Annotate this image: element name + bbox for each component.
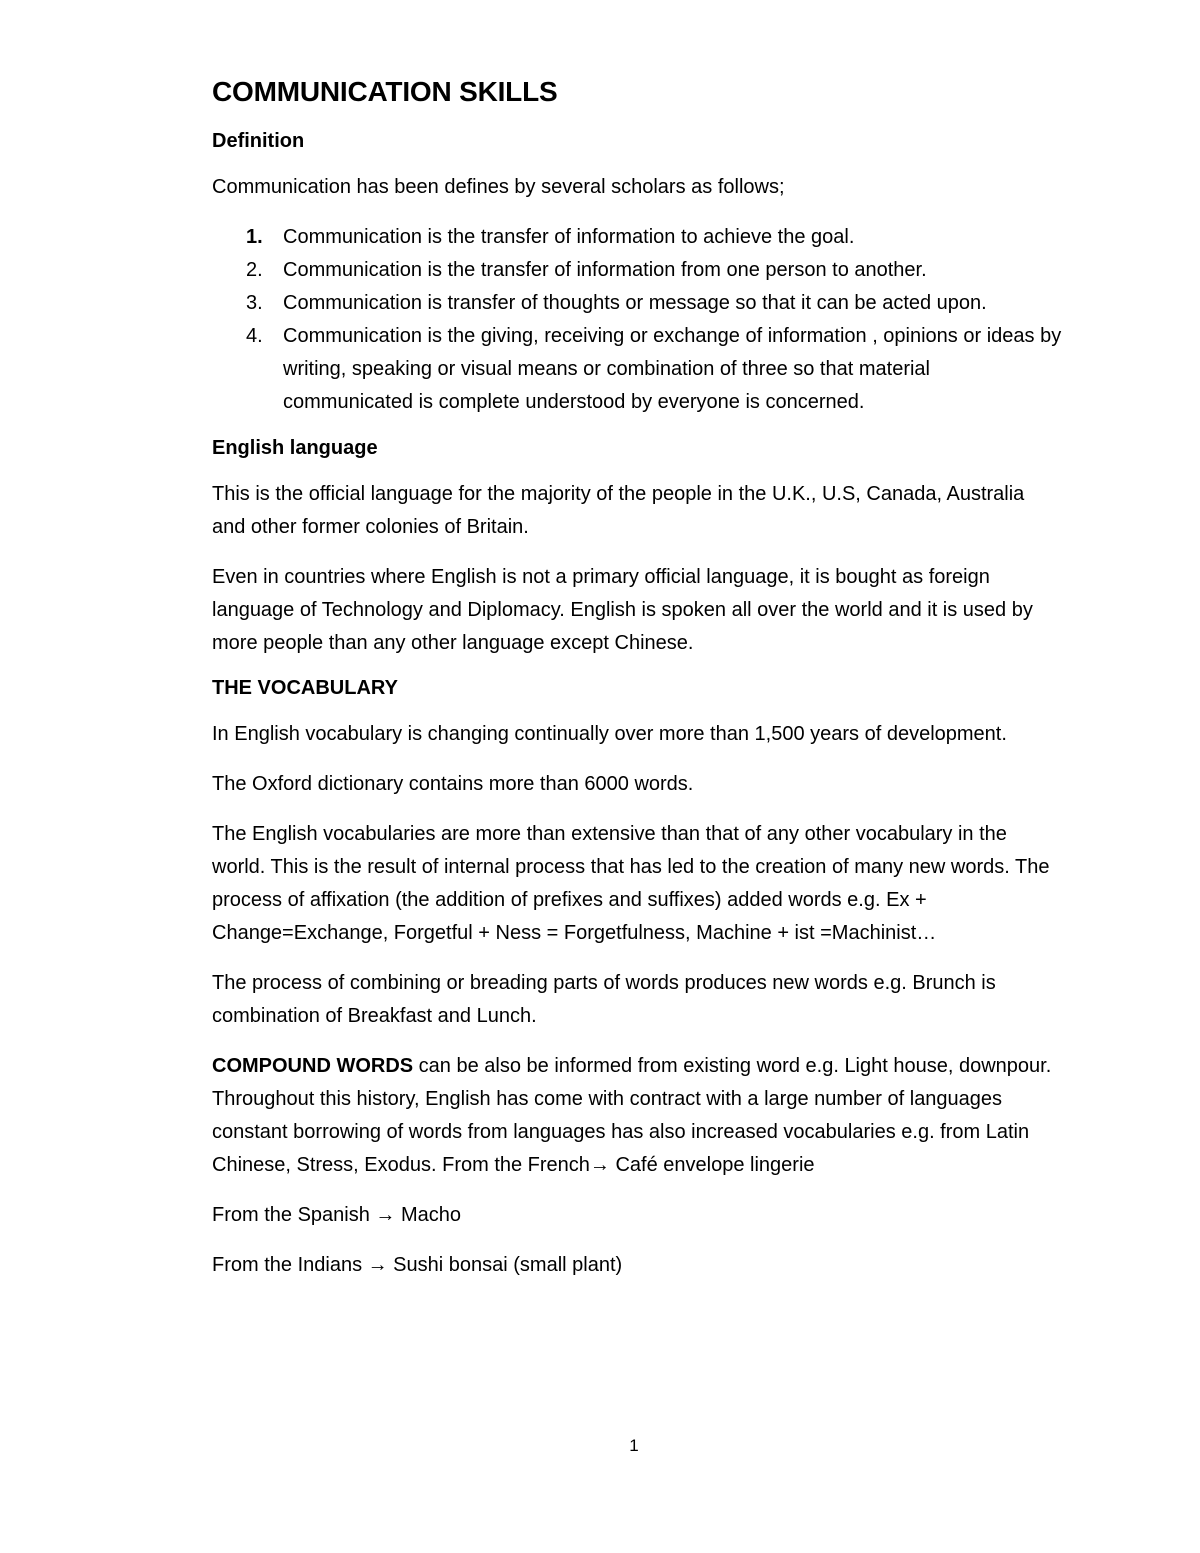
english-paragraph-1: This is the official language for the majority of the people in the U.K., U.S, Canada, Australia and other former colonies of Britain. xyxy=(212,483,1025,538)
compound-words-label: COMPOUND WORDS xyxy=(212,1055,414,1077)
list-item-number: 2. xyxy=(246,259,263,281)
list-item-text: Communication is transfer of thoughts or message so that it can be acted upon. xyxy=(283,292,987,314)
definition-list xyxy=(212,221,1062,419)
vocabulary-paragraph-2: The Oxford dictionary contains more than 6000 words. xyxy=(212,773,694,795)
definition-intro: Communication has been defines by several scholars as follows; xyxy=(212,176,785,198)
english-heading: English language xyxy=(212,437,378,459)
page-number: 1 xyxy=(629,1436,639,1455)
compound-words-paragraph xyxy=(212,1050,1062,1182)
list-item-number: 3. xyxy=(246,292,263,314)
list-item-number: 4. xyxy=(246,325,263,347)
document-title: COMMUNICATION SKILLS xyxy=(212,76,558,107)
vocabulary-paragraph-3: The English vocabularies are more than extensive than that of any other vocabulary in the world. This is the result of internal process that has led to the creation of many new words. The process of affixation (the addition of prefixes and suffixes) added words e.g. Ex + Change=Exchange, Forgetful + Ness = Forgetfulness, Machine + ist =Machinist… xyxy=(212,823,1050,944)
english-paragraph-2: Even in countries where English is not a primary official language, it is bought as foreign language of Technology and Diplomacy. English is spoken all over the world and it is used by more people than any other language except Chinese. xyxy=(212,566,1033,654)
list-item xyxy=(212,320,1062,419)
indians-paragraph: From the Indians → Sushi bonsai (small plant) xyxy=(212,1254,623,1276)
list-item xyxy=(212,221,1062,254)
list-item-number: 1. xyxy=(246,226,263,248)
document-page xyxy=(212,76,1062,1299)
vocabulary-paragraph-4: The process of combining or breading parts of words produces new words e.g. Brunch is combination of Breakfast and Lunch. xyxy=(212,972,996,1027)
list-item-text: Communication is the transfer of information from one person to another. xyxy=(283,259,927,281)
list-item xyxy=(212,287,1062,320)
spanish-paragraph: From the Spanish → Macho xyxy=(212,1204,461,1226)
list-item-text: Communication is the giving, receiving or exchange of information , opinions or ideas by writing, speaking or visual means or combination of three so that material communicated is complete understood by everyone is concerned. xyxy=(283,325,1062,413)
list-item xyxy=(212,254,1062,287)
vocabulary-paragraph-1: In English vocabulary is changing continually over more than 1,500 years of development. xyxy=(212,723,1007,745)
definition-heading: Definition xyxy=(212,130,305,152)
compound-words-text: can be also be informed from existing word e.g. Light house, downpour. Throughout this history, English has come with contract with a large number of languages constant borrowing of words from languages has also increased vocabularies e.g. from Latin Chinese, Stress, Exodus. From the French→ Café envelope lingerie xyxy=(212,1055,1052,1176)
vocabulary-heading: THE VOCABULARY xyxy=(212,677,398,699)
list-item-text: Communication is the transfer of information to achieve the goal. xyxy=(283,226,855,248)
